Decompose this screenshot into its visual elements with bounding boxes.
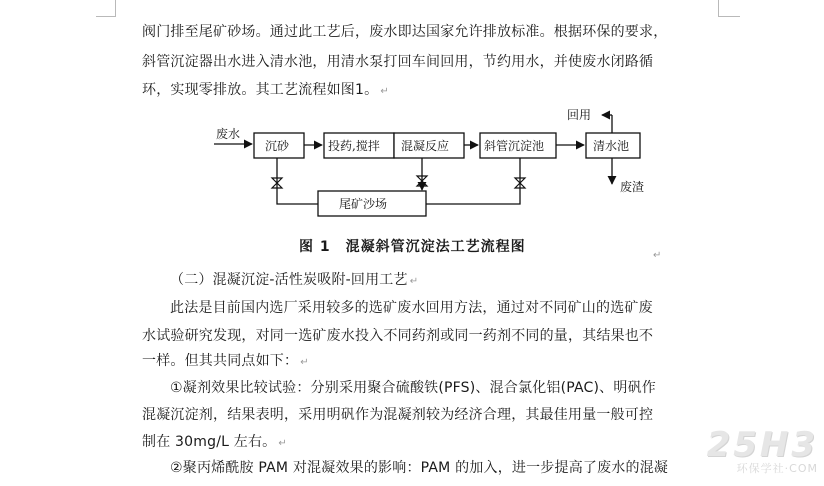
text-line: ①凝剂效果比较试验：分别采用聚合硫酸铁(PFS)、混合氯化铝(PAC)、明矾作 bbox=[170, 380, 656, 396]
reuse-label: 回用 bbox=[567, 108, 592, 122]
text-line: 斜管沉淀器出水进入清水池，用清水泵打回车间回用，节约用水，并使废水闭路循 bbox=[142, 54, 654, 70]
section-heading: （二）混凝沉淀-活性炭吸附-回用工艺 ↵ bbox=[170, 272, 419, 288]
text-line: 制在 30mg/L 左右。 ↵ bbox=[142, 434, 287, 450]
text-line: 此法是目前国内选厂采用较多的选矿废水回用方法，通过对不同矿山的选矿废 bbox=[170, 300, 653, 316]
watermark-logo: 25H3 bbox=[706, 425, 818, 465]
watermark-subtitle: 环保学社·COM bbox=[736, 462, 818, 475]
input-label: 废水 bbox=[216, 127, 241, 141]
figure-caption: 图 1 混凝斜管沉淀法工艺流程图 bbox=[299, 239, 526, 255]
paragraph-mark: ↵ bbox=[380, 86, 389, 97]
crop-mark-top-left bbox=[115, 0, 116, 16]
process-flow-diagram bbox=[200, 100, 660, 225]
paragraph-mark: ↵ bbox=[653, 250, 662, 261]
paragraph-mark: ↵ bbox=[409, 276, 419, 287]
text-line: 水试验研究发现，对同一选矿废水投入不同药剂或同一药剂不同的量，其结果也不 bbox=[142, 328, 654, 344]
box-settler-label: 斜管沉淀池 bbox=[484, 139, 545, 153]
text-line: 一样。但其共同点如下： ↵ bbox=[142, 353, 309, 369]
site-watermark bbox=[706, 425, 818, 476]
box-dosing-label: 投药,搅拌 bbox=[328, 139, 380, 153]
flow-diagram-svg bbox=[200, 100, 660, 225]
box-coagulation-label: 混凝反应 bbox=[401, 139, 450, 153]
text-line: ②聚丙烯酰胺 PAM 对混凝效果的影响：PAM 的加入，进一步提高了废水的混凝 bbox=[170, 460, 669, 476]
paragraph-mark: ↵ bbox=[300, 357, 309, 368]
box-sand-label: 沉砂 bbox=[265, 139, 290, 153]
paragraph-mark: ↵ bbox=[278, 438, 287, 449]
crop-mark-top-left-h bbox=[96, 16, 116, 17]
text-line: 混凝沉淀剂，结果表明，采用明矾作为混凝剂较为经济合理，其最佳用量一般可控 bbox=[142, 407, 654, 423]
text-line: 阀门排至尾矿砂场。通过此工艺后，废水即达国家允许排放标准。根据环保的要求， bbox=[142, 24, 668, 40]
sludge-line-left bbox=[277, 158, 318, 204]
box-tailings-label: 尾矿沙场 bbox=[339, 197, 388, 211]
crop-mark-top-right-h bbox=[718, 16, 740, 17]
crop-mark-top-right bbox=[718, 0, 719, 16]
text-line: 环，实现零排放。其工艺流程如图1。 ↵ bbox=[142, 82, 389, 98]
box-clear-water-label: 清水池 bbox=[593, 139, 630, 153]
residue-label: 废渣 bbox=[620, 180, 645, 194]
sludge-line-right bbox=[426, 158, 520, 204]
